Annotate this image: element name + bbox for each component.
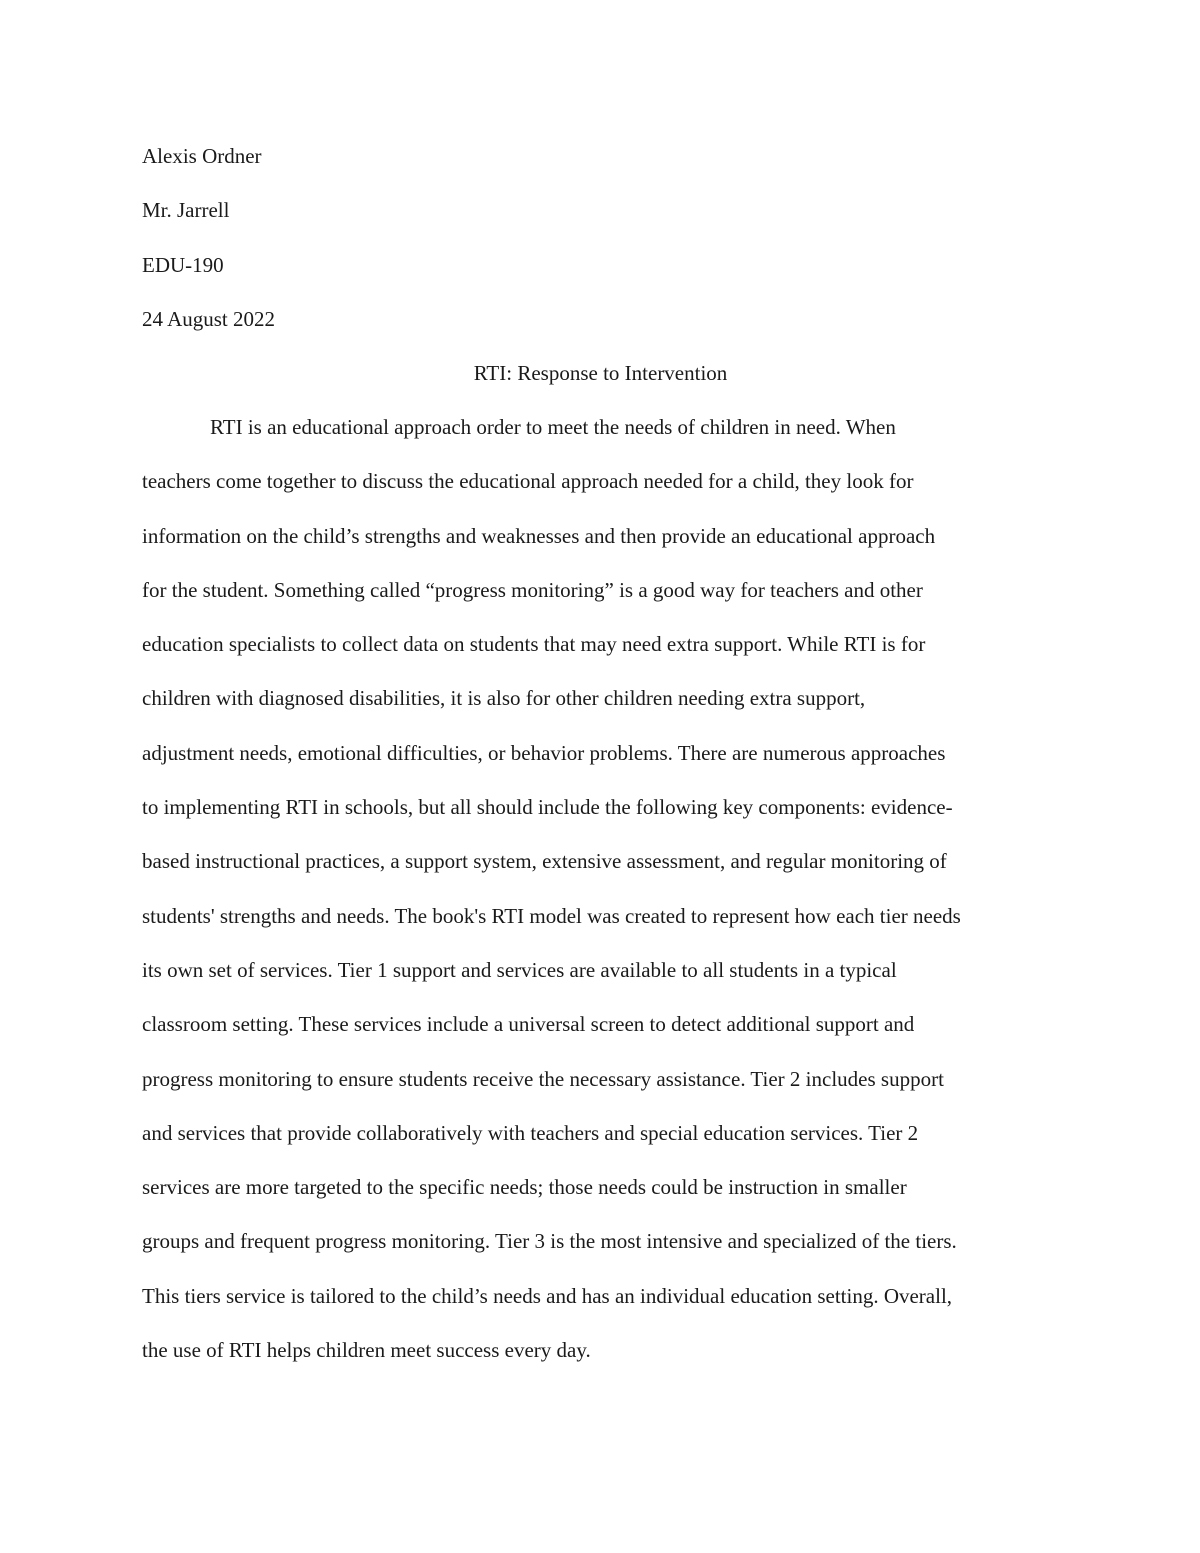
body-line: to implementing RTI in schools, but all should include the following key components: evidence- [142, 795, 953, 820]
body-line: and services that provide collaboratively with teachers and special education services. Tier 2 [142, 1120, 919, 1145]
body-paragraph [142, 400, 1082, 1377]
body-line: This tiers service is tailored to the child’s needs and has an individual education setting. Overall, [142, 1283, 953, 1308]
body-line: teachers come together to discuss the educational approach needed for a child, they look for [142, 469, 914, 494]
body-line: the use of RTI helps children meet success every day. [142, 1338, 591, 1363]
body-line: RTI is an educational approach order to meet the needs of children in need. When [210, 415, 896, 439]
body-line: information on the child’s strengths and weaknesses and then provide an educational approach [142, 523, 936, 548]
body-line: its own set of services. Tier 1 support and services are available to all students in a typical [142, 957, 897, 982]
body-line: classroom setting. These services include a universal screen to detect additional support and [142, 1012, 915, 1037]
course-code: EDU-190 [142, 252, 224, 277]
body-line: services are more targeted to the specific needs; those needs could be instruction in smaller [142, 1175, 907, 1200]
author-name: Alexis Ordner [142, 144, 262, 168]
mla-header [142, 129, 1062, 346]
body-line: education specialists to collect data on students that may need extra support. While RTI is for [142, 632, 926, 657]
document-title: RTI: Response to Intervention [473, 361, 728, 385]
body-line: children with diagnosed disabilities, it is also for other children needing extra support, [142, 686, 866, 711]
instructor-name: Mr. Jarrell [142, 198, 230, 223]
body-line: groups and frequent progress monitoring. Tier 3 is the most intensive and specialized of the tiers. [142, 1229, 957, 1254]
body-line: adjustment needs, emotional difficulties, or behavior problems. There are numerous approaches [142, 740, 946, 765]
document-date: 24 August 2022 [142, 306, 276, 331]
body-line: for the student. Something called “progress monitoring” is a good way for teachers and other [142, 577, 923, 602]
body-line: based instructional practices, a support system, extensive assessment, and regular monitoring of [142, 849, 947, 874]
body-line: progress monitoring to ensure students receive the necessary assistance. Tier 2 includes support [142, 1066, 944, 1091]
body-line: students' strengths and needs. The book's RTI model was created to represent how each tier needs [142, 903, 961, 928]
